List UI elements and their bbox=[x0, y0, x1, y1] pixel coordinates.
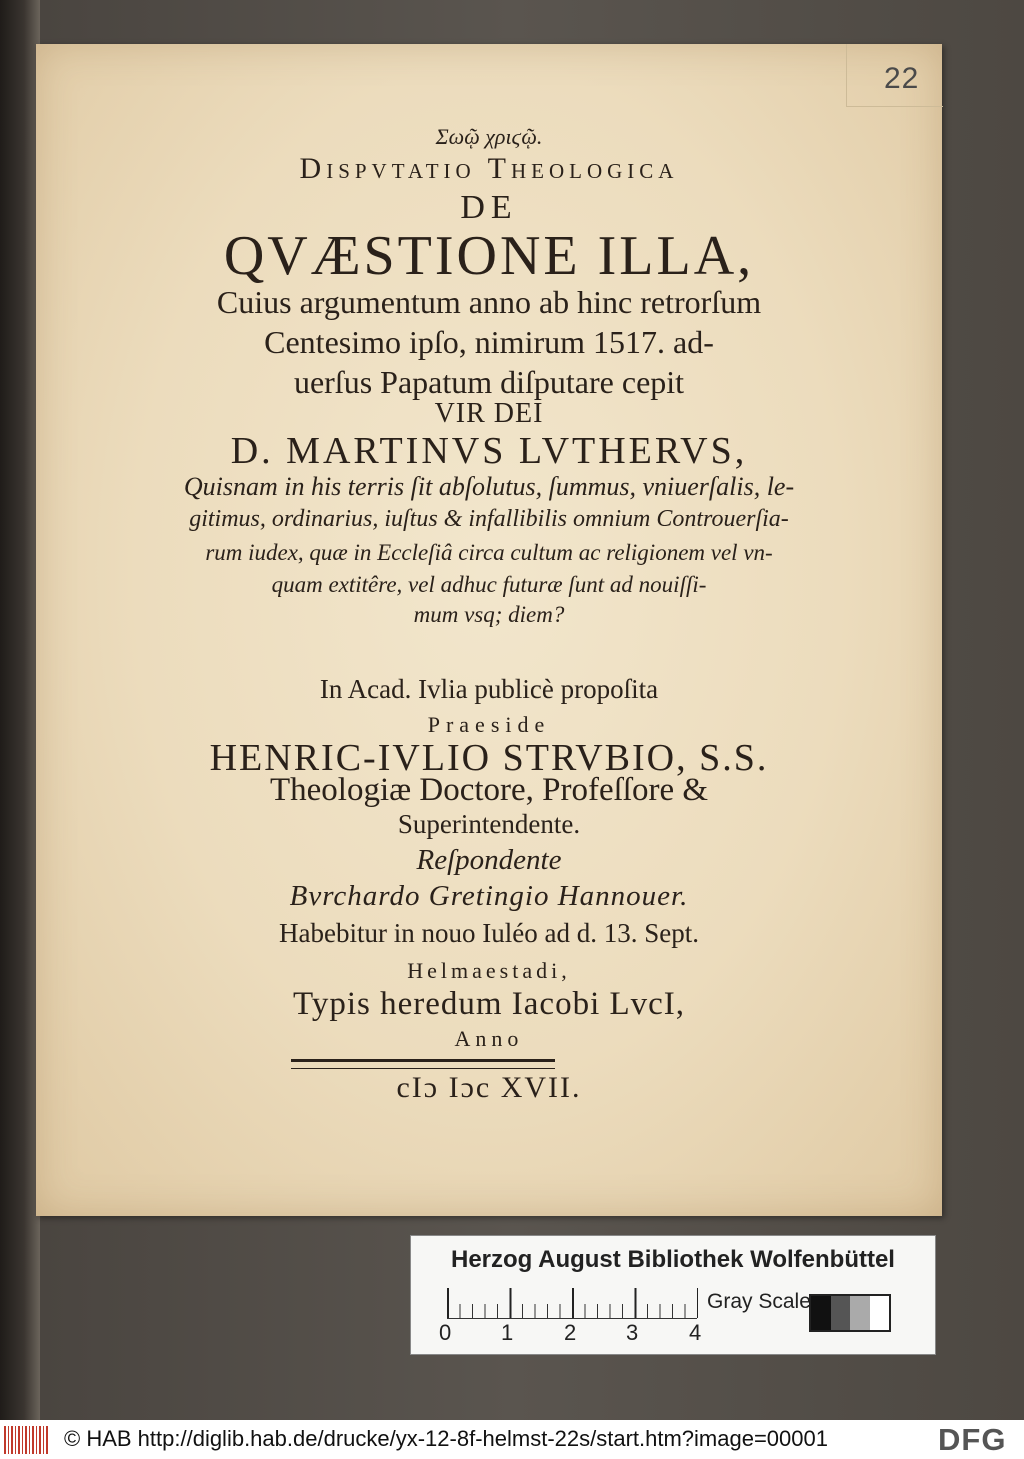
footer-bar bbox=[0, 1420, 1024, 1459]
question-line-3: rum iudex, quæ in Eccleſiâ circa cultum ac religionem vel vn- bbox=[205, 540, 773, 565]
main-title: QVÆSTIONE ILLA, bbox=[223, 225, 755, 287]
ruler-number: 4 bbox=[689, 1320, 702, 1345]
respondent-name: Bvrchardo Gretingio Hannouer. bbox=[289, 880, 689, 912]
swatch bbox=[811, 1296, 831, 1330]
question-line-2: gitimus, ordinarius, iuſtus & infallibilis omnium Controuerſia- bbox=[189, 506, 789, 532]
swatch bbox=[850, 1296, 870, 1330]
double-rule bbox=[291, 1059, 555, 1069]
barcode-icon bbox=[4, 1426, 48, 1454]
gray-scale-label: Gray Scale bbox=[707, 1290, 811, 1313]
ruler-number: 1 bbox=[501, 1320, 514, 1345]
ruler-number: 2 bbox=[564, 1320, 577, 1345]
vir-dei-line: VIR DEI bbox=[434, 398, 544, 429]
swatch bbox=[870, 1296, 890, 1330]
respondente-line: Reſpondente bbox=[416, 844, 562, 876]
page-number: 22 bbox=[884, 62, 920, 95]
date-line: Habebitur in nouo Iuléo ad d. 13. Sept. bbox=[279, 918, 699, 948]
gray-swatches bbox=[809, 1294, 891, 1332]
subtitle-line-3: uerſus Papatum diſputare cepit bbox=[293, 364, 685, 400]
printer-line: Typis heredum Iacobi LvcI, bbox=[292, 986, 686, 1022]
ruler-number: 0 bbox=[439, 1320, 452, 1345]
library-name: Herzog August Bibliothek Wolfenbüttel bbox=[451, 1246, 895, 1273]
question-line-4: quam extitêre, vel adhuc futuræ ſunt ad nouiſſi- bbox=[271, 572, 707, 597]
luther-name: D. MARTINVS LVTHERVS, bbox=[230, 430, 748, 472]
subtitle-line-2: Centesimo ipſo, nimirum 1517. ad- bbox=[264, 324, 714, 360]
subtitle-line-1: Cuius argumentum anno ab hinc retrorſum bbox=[216, 284, 762, 320]
praeside-line: Praeside bbox=[427, 712, 551, 737]
swatch bbox=[831, 1296, 851, 1330]
ruler-numbers bbox=[439, 1320, 739, 1348]
academy-line: In Acad. Ivlia publicè propoſita bbox=[319, 674, 659, 704]
ruler-number: 3 bbox=[626, 1320, 639, 1345]
scale-ruler-major-ticks bbox=[447, 1288, 698, 1318]
year-line: cIɔ Iɔc XVII. bbox=[396, 1071, 582, 1104]
place-line: Helmaestadi, bbox=[407, 958, 571, 983]
question-line-5: mum vsq; diem? bbox=[413, 602, 565, 627]
greek-motto: Σωῷ χριϛῷ. bbox=[435, 124, 543, 149]
president-title-1: Theologiæ Doctore, Profeſſore & bbox=[269, 772, 709, 808]
de-line: DE bbox=[460, 189, 518, 226]
question-line-1: Quisnam in his terris ſit abſolutus, ſummus, vniuerſalis, le- bbox=[183, 472, 795, 501]
president-title-2: Superintendente. bbox=[397, 809, 581, 839]
anno-line: Anno bbox=[454, 1026, 524, 1051]
book-spine bbox=[0, 0, 40, 1420]
disputatio-line: Dispvtatio Theologica bbox=[299, 152, 679, 185]
dfg-logo: DFG bbox=[938, 1422, 1007, 1457]
president-name: HENRIC-IVLIO STRVBIO, S.S. bbox=[209, 737, 769, 779]
color-target-card bbox=[410, 1235, 936, 1355]
source-url[interactable]: © HAB http://diglib.hab.de/drucke/yx-12-8f-helmst-22s/start.htm?image=00001 bbox=[64, 1426, 828, 1451]
